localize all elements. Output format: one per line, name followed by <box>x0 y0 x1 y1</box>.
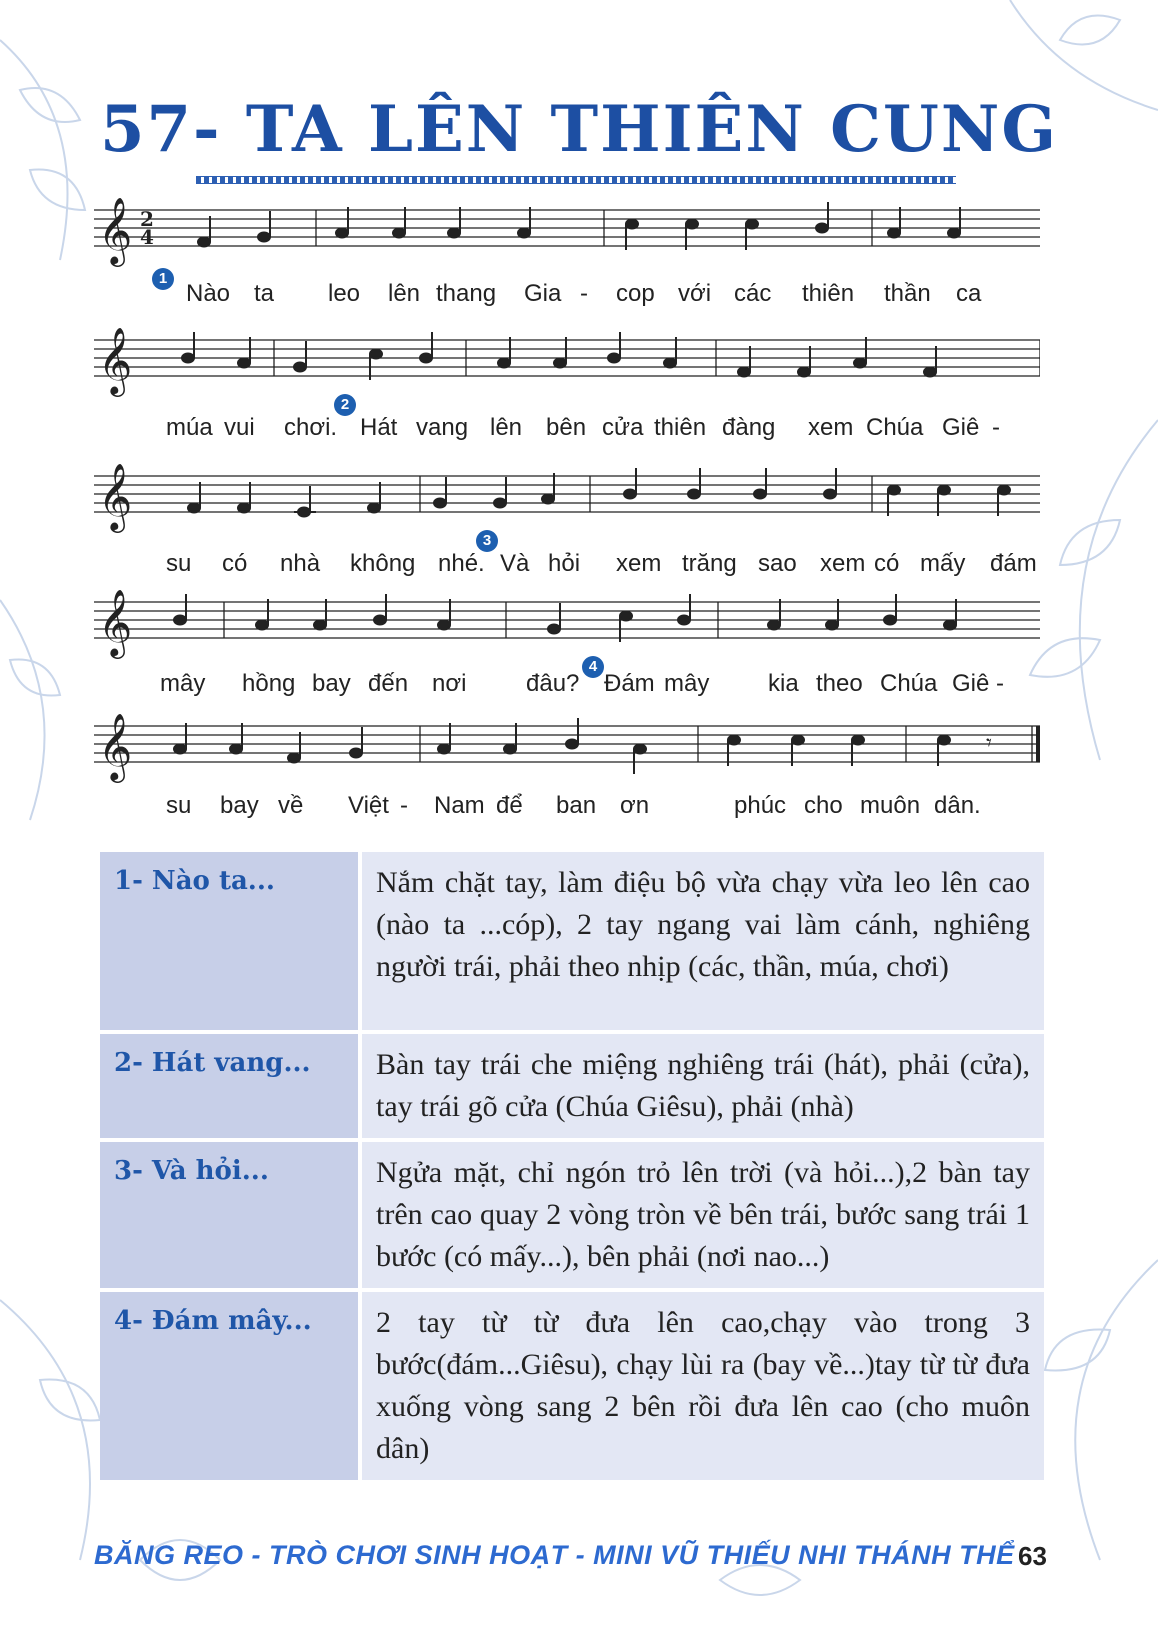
lyric-word: Việt <box>348 792 389 819</box>
lyric-word: nhé. <box>438 550 485 577</box>
lyric-word: - <box>992 414 1000 441</box>
lyric-word: leo <box>328 280 361 307</box>
lyric-word: lên <box>490 414 523 441</box>
move-description: Nắm chặt tay, làm điệu bộ vừa chạy vừa leo lên cao (nào ta ...cóp), 2 tay ngang vai làm cánh, nghiêng người trái, phải theo nhịp (các, thần, múa, chơi) <box>362 852 1044 1030</box>
treble-clef-icon: 𝄞 <box>98 712 133 780</box>
move-label: 4- Đám mây... <box>100 1292 358 1480</box>
lyric-word: thần <box>884 280 931 307</box>
lyric-word: vang <box>416 414 469 441</box>
lyric-word: xem <box>808 414 854 441</box>
treble-clef-icon: 𝄞 <box>98 326 133 394</box>
lyric-word: vui <box>224 414 255 441</box>
music-staff-5 <box>94 704 1040 834</box>
music-staff-2 <box>94 318 1040 448</box>
treble-clef-icon: 𝄞 <box>98 462 133 530</box>
music-staff-1 <box>94 188 1040 318</box>
svg-text:4: 4 <box>140 225 154 249</box>
lyric-word: ơn <box>620 792 650 819</box>
lyric-word: mây <box>160 670 206 697</box>
lyric-word: múa <box>166 414 213 441</box>
movement-table <box>96 848 1048 1484</box>
lyric-word: su <box>166 792 192 819</box>
lyric-word: bay <box>220 792 259 819</box>
lyric-word: - <box>400 792 408 819</box>
table-row <box>100 852 1044 1030</box>
lyric-word: - <box>580 280 588 307</box>
lyric-word: sao <box>758 550 797 577</box>
lyric-word: ca <box>956 280 982 307</box>
move-description: Bàn tay trái che miệng nghiêng trái (hát), phải (cửa), tay trái gõ cửa (Chúa Giêsu), phải (nhà) <box>362 1034 1044 1138</box>
lyric-word: Chúa <box>866 414 924 441</box>
lyric-word: cửa <box>602 414 644 441</box>
lyric-word: về <box>278 792 304 819</box>
lyric-word: cho <box>804 792 843 819</box>
lyric-word: xem <box>820 550 866 577</box>
staff-notation <box>94 704 1040 784</box>
page-number: 63 <box>1018 1541 1047 1571</box>
lyric-word: đàng <box>722 414 776 441</box>
music-staff-4 <box>94 580 1040 710</box>
move-description: 2 tay từ từ đưa lên cao,chạy vào trong 3 bước(đám...Giêsu), chạy lùi ra (bay về...)tay từ từ đưa xuống vòng sang 2 bên rồi đưa lên cao (cho muôn dân) <box>362 1292 1044 1480</box>
lyric-word: theo <box>816 670 863 697</box>
lyric-word: có <box>222 550 248 577</box>
table-row <box>100 1292 1044 1480</box>
lyric-word: hồng <box>242 670 296 697</box>
table-row <box>100 1034 1044 1138</box>
treble-clef-icon: 𝄞 <box>98 588 133 656</box>
lyric-word: nhà <box>280 550 321 577</box>
title-divider <box>196 176 956 184</box>
lyric-word: Giê <box>952 670 990 697</box>
lyric-word: Và <box>500 550 530 577</box>
lyric-word: lên <box>388 280 421 307</box>
lyric-word: xem <box>616 550 662 577</box>
lyric-word: nơi <box>432 670 467 697</box>
move-label: 1- Nào ta... <box>100 852 358 1030</box>
footer-book-title: BĂNG REO - TRÒ CHƠI SINH HOẠT - MINI VŨ THIẾU NHI THÁNH THỂ <box>94 1540 1015 1570</box>
staff-notation <box>94 188 1040 268</box>
verse-marker-3: 3 <box>476 530 498 552</box>
lyric-word: mấy <box>920 550 966 577</box>
lyric-word: Giê <box>942 414 980 441</box>
move-description: Ngửa mặt, chỉ ngón trỏ lên trời (và hỏi...),2 bàn tay trên cao quay 2 vòng tròn về bên trái, bước sang trái 1 bước (có mấy...), bên phải (nơi nao...) <box>362 1142 1044 1288</box>
lyric-word: Gia <box>524 280 562 307</box>
lyric-word: thang <box>436 280 497 307</box>
lyric-word: Chúa <box>880 670 938 697</box>
rest-icon: 𝄾 <box>986 731 992 756</box>
lyric-word: thiên <box>654 414 707 441</box>
lyric-word: đám <box>990 550 1037 577</box>
lyric-word: bên <box>546 414 587 441</box>
svg-text:2: 2 <box>140 207 154 231</box>
lyric-word: các <box>734 280 772 307</box>
verse-marker-1: 1 <box>152 268 174 290</box>
music-staff-3 <box>94 454 1040 584</box>
lyric-word: thiên <box>802 280 855 307</box>
table-row <box>100 1142 1044 1288</box>
staff-notation <box>94 454 1040 534</box>
lyric-word: không <box>350 550 416 577</box>
lyric-word: su <box>166 550 192 577</box>
lyric-word: phúc <box>734 792 787 819</box>
lyric-word: hỏi <box>548 550 581 577</box>
lyric-word: ta <box>254 280 275 307</box>
lyric-word: Hát <box>360 414 398 441</box>
lyric-word: Đám <box>604 670 655 697</box>
lyric-word: bay <box>312 670 351 697</box>
lyric-word: dân. <box>934 792 981 819</box>
lyric-word: đâu? <box>526 670 580 697</box>
staff-notation <box>94 580 1040 660</box>
lyric-word: kia <box>768 670 799 697</box>
lyric-word: mây <box>664 670 710 697</box>
verse-marker-4: 4 <box>582 656 604 678</box>
lyric-word: để <box>496 792 523 819</box>
verse-marker-2: 2 <box>334 394 356 416</box>
lyric-word: có <box>874 550 900 577</box>
staff-notation <box>94 318 1040 398</box>
treble-clef-icon: 𝄞 <box>98 196 133 264</box>
final-barline <box>1036 726 1040 762</box>
lyric-word: đến <box>368 670 409 697</box>
move-label: 2- Hát vang... <box>100 1034 358 1138</box>
lyric-word: ban <box>556 792 597 819</box>
lyric-word: Nam <box>434 792 485 819</box>
lyric-word: trăng <box>682 550 737 577</box>
lyric-word: với <box>678 280 712 307</box>
move-label: 3- Và hỏi... <box>100 1142 358 1288</box>
page-title: 57- TA LÊN THIÊN CUNG <box>99 92 1059 167</box>
lyric-word: Nào <box>186 280 231 307</box>
lyric-word: chơi. <box>284 414 338 441</box>
lyric-word: - <box>996 670 1004 697</box>
lyric-word: muôn <box>860 792 921 819</box>
lyric-word: cop <box>616 280 655 307</box>
